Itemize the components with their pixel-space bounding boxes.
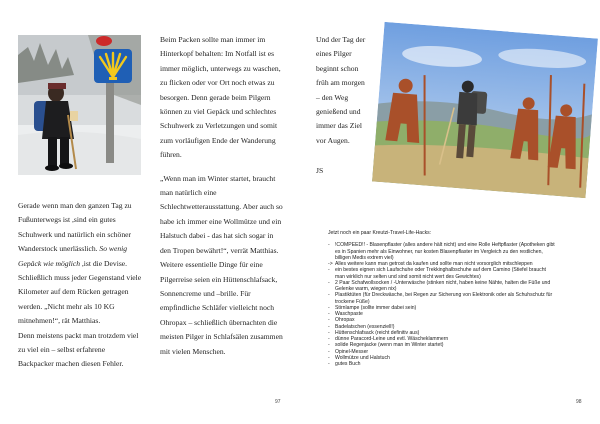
mid-p1-line: Hinterkopf behalten: Im Notfall ist es: [160, 49, 275, 59]
intro-line: beginnt schon: [316, 63, 359, 73]
left-line-5-rest: ,ist die Devise.: [81, 258, 128, 268]
page-number-right: 98: [576, 399, 582, 405]
hack-item-line: Waschpaste: [335, 311, 363, 317]
hack-item-line: Ohropax: [335, 317, 355, 324]
intro-line: – den Weg: [316, 92, 349, 102]
mid-p1-line: können zu viel Gepäck und schlechtes: [160, 107, 277, 117]
intro-line: immer das Ziel: [316, 121, 362, 131]
intro-line: vor Augen.: [316, 135, 350, 145]
left-line-3: Schuhwerk und natürlich ein schöner: [18, 229, 132, 239]
hack-item-line: ein bestes eignen sich Laufschuhe oder Trekkinghalbschuhe auf dem Camino (Stiefel braucht: [335, 267, 546, 274]
hack-item-line: es in Spanien mehr als Einwohner, nur kosten Blasenpflaster im Vergleich zu den restlichen,: [335, 248, 543, 255]
intro-line: Und der Tag der: [316, 35, 366, 44]
hack-bullet: -: [328, 242, 330, 249]
hack-bullet: -: [328, 329, 330, 336]
left-line-1: Gerade wenn man den ganzen Tag zu: [18, 201, 132, 210]
hack-item: [326, 280, 588, 293]
hack-item-line: !COMPEED!! - Blasenpflaster (alles andere hält nicht) und eine Rolle Heftpflaster (Apotheken gibt: [335, 242, 555, 249]
mid-p2-line: Schlechtwetterausstattung. Aber auch so: [160, 202, 283, 212]
hack-bullet: -: [328, 267, 330, 274]
intro-line: früh am morgen: [316, 78, 365, 88]
hack-item-line: Badelatschen (essenziell!): [335, 323, 395, 330]
right-intro-text: [316, 33, 382, 179]
mid-p1-line: Schuhwerk zu Verletzungen und somit: [160, 121, 278, 131]
mid-p2-line: Halstuch dabei - das hat sich sogar in: [160, 231, 274, 241]
hack-item: [326, 361, 588, 367]
mid-p2-line: „Wenn man im Winter startet, braucht: [160, 173, 276, 183]
hack-bullet: -: [328, 292, 330, 299]
mid-p2-line: meisten Pilger in Schlafsälen zusammen: [160, 332, 283, 342]
hack-item: [326, 292, 588, 305]
travel-hacks-list: [326, 230, 588, 367]
hack-item-line: billigen Medis extrem viel): [335, 254, 394, 261]
mid-p1-line: besorgen. Denn gerade beim Pilgern: [160, 92, 271, 102]
left-line-2: Fußunterwegs ist ,sind ein gutes: [18, 215, 116, 225]
mid-p1-line: zum vorläufigen Ende der Wanderung: [160, 135, 276, 145]
photo-pilgrim-sculptures-image: [372, 22, 598, 198]
middle-paragraph-1: [160, 33, 310, 163]
middle-paragraph-2: [160, 172, 310, 359]
hack-item-line: Hüttenschlafsack (reicht definitiv aus): [335, 329, 420, 336]
hack-bullet: -: [328, 336, 330, 342]
hack-bullet: -: [328, 311, 330, 317]
mid-p2-line: empfindliche Schläfer vielleicht noch: [160, 303, 275, 313]
hack-bullet: -: [328, 317, 330, 324]
left-line-8: werden. „Nicht mehr als 10 KG: [18, 301, 115, 311]
hack-item-line: Gelenke warm, wiegen nix): [335, 286, 397, 292]
mid-p2-line: mit vielen Menschen.: [160, 346, 226, 356]
left-line-10: Denn meistens packt man trotzdem viel: [18, 330, 139, 340]
signature: JS: [316, 166, 324, 176]
list-title: Jetzt noch ein paar Kreutzi-Travel-Life-Hacks:: [328, 230, 432, 236]
mid-p1-line: immer möglich, unterwegs zu waschen,: [160, 63, 281, 73]
hack-item-line: dünne Paracord-Leine und evtl. Wäscheklammern: [335, 336, 449, 342]
hack-bullet: -: [328, 348, 330, 355]
photo-pilgrim-sculptures: [372, 22, 598, 198]
intro-line: eines Pilger: [316, 49, 352, 59]
hack-bullet: -: [328, 354, 330, 361]
hack-item-line: Alles weitere kann man getrost da kaufen und sollte man nicht vorsorglich mitschleppen: [335, 261, 533, 267]
left-line-4: [18, 242, 146, 256]
mid-p1-line: Beim Packen sollte man immer im: [160, 35, 266, 44]
hack-bullet: -: [328, 361, 330, 367]
intro-line: genießend und: [316, 107, 361, 117]
hack-bullet: -: [328, 323, 330, 330]
hack-item-line: gutes Buch: [335, 361, 361, 367]
mid-p2-line: habe ich immer eine Wollmütze und ein: [160, 216, 282, 226]
left-line-7: Kilometer auf dem Rücken getragen: [18, 287, 129, 297]
photo-pilgrim-snow-image: [18, 35, 141, 175]
mid-p2-line: Ohropax – schließlich übernachten die: [160, 317, 278, 327]
mid-p1-line: zu flicken oder vor Ort noch etwas zu: [160, 78, 275, 88]
hack-item-line: man wirklich nur selten und sind somit nicht wert des Gewichtes): [335, 273, 481, 280]
hack-item-line: Plastiktüten (für Dreckwäsche, bei Regen zur Sicherung von Elektronik oder als Schuhschutz für: [335, 292, 553, 299]
mid-p2-line: den Tropen bewährt!“, verrät Matthias.: [160, 245, 279, 255]
middle-column-text: [160, 33, 310, 359]
hack-item-line: trockene Füße): [335, 298, 370, 305]
hack-items: [326, 242, 588, 367]
left-line-11: zu viel ein – selbst erfahrene: [18, 345, 106, 355]
hack-item-line: Wollmütze und Halstuch: [335, 354, 390, 361]
mid-p2-line: man natürlich eine: [160, 188, 217, 198]
mid-p2-line: Pilgerreise seien ein Hüttenschlafsack,: [160, 274, 278, 284]
left-line-9: mitnehmen!“, rät Matthias.: [18, 316, 101, 326]
hack-item: [326, 267, 588, 280]
hack-item-line: solide Regenjacke (wenn man im Winter startet): [335, 342, 444, 349]
left-line-5: [18, 257, 146, 271]
mid-p2-line: Sonnencreme und –brille. Für: [160, 288, 251, 298]
page-number-left: 97: [275, 399, 281, 405]
hack-item: [326, 242, 588, 261]
left-line-12: Backpacker machen diesen Fehler.: [18, 359, 124, 369]
left-page-text: [18, 199, 146, 372]
hack-bullet: ->: [328, 261, 333, 267]
left-italic-2: Gepäck wie möglich: [18, 258, 82, 268]
hack-item-line: Stirnlampe (sollte immer dabei sein): [335, 304, 417, 311]
hack-bullet: -: [328, 304, 330, 311]
photo-pilgrim-snow: [18, 35, 141, 175]
mid-p2-line: Weitere essentielle Dinge für eine: [160, 260, 263, 270]
left-line-6: Schließlich muss jeder Gegenstand viele: [18, 273, 142, 283]
hack-item-line: Opinel-Messer: [335, 348, 369, 355]
left-italic-1: So wenig: [99, 244, 128, 254]
left-line-4-text: Wanderstock unerlässlich.: [18, 244, 100, 254]
hack-bullet: -: [328, 279, 330, 286]
hack-item-line: 2 Paar Schafwollsocken / -Unterwäsche (stinken nicht, haben keine Nähte, halten die Füße und: [335, 279, 551, 286]
hack-bullet: -: [328, 342, 330, 349]
mid-p1-line: führen.: [160, 150, 182, 160]
